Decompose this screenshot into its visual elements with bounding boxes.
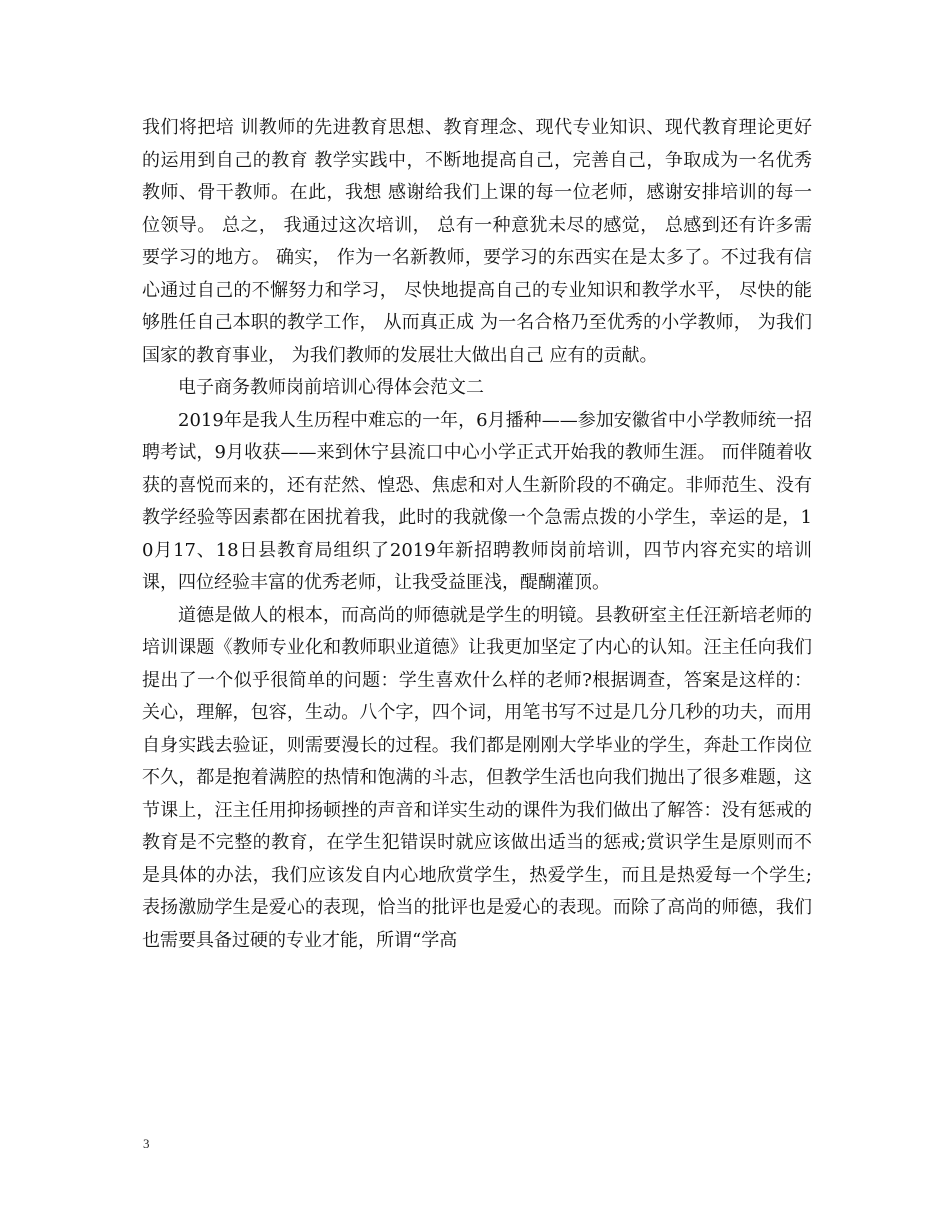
- paragraph-ethics: 道德是做人的根本，而高尚的师德就是学生的明镜。县教研室主任汪新培老师的培训课题《教师专业化和教师职业道德》让我更加坚定了内心的认知。汪主任向我们提出了一个似乎很简单的问题：学生喜欢什么样的老师?根据调查，答案是这样的：关心，理解，包容，生动。八个字，四个词，用笔书写不过是几分几秒的功夫，而用自身实践去验证，则需要漫长的过程。我们都是刚刚大学毕业的学生，奔赴工作岗位不久，都是抱着满腔的热情和饱满的斗志，但教学生活也向我们抛出了很多难题，这节课上，汪主任用抑扬顿挫的声音和详实生动的课件为我们做出了解答：没有惩戒的教育是不完整的教育，在学生犯错误时就应该做出适当的惩戒;赏识学生是原则而不是具体的办法，我们应该发自内心地欣赏学生，热爱学生，而且是热爱每一个学生;表扬激励学生是爱心的表现，恰当的批评也是爱心的表现。而除了高尚的师德，我们也需要具备过硬的专业才能，所谓“学高: [142, 604, 812, 951]
- section-heading: 电子商务教师岗前培训心得体会范文二: [178, 377, 484, 398]
- page-number: 3: [143, 1136, 150, 1151]
- document-body: [142, 112, 812, 957]
- paragraph-closing: 我们将把培 训教师的先进教育思想、教育理念、现代专业知识、现代教育理论更好的运用到自己的教育 教学实践中，不断地提高自己，完善自己，争取成为一名优秀教师、骨干教师。在此，我想 感谢给我们上课的每一位老师，感谢安排培训的每一位领导。 总之， 我通过这次培训， 总有一种意犹未尽的感觉， 总感到还有许多需要学习的地方。 确实， 作为一名新教师，要学习的东西实在是太多了。不过我有信心通过自己的不懈努力和学习， 尽快地提高自己的专业知识和教学水平， 尽快的能够胜任自己本职的教学工作， 从而真正成 为一名合格乃至优秀的小学教师， 为我们国家的教育事业， 为我们教师的发展壮大做出自己 应有的贡献。: [142, 117, 812, 366]
- paragraph-intro: 2019年是我人生历程中难忘的一年，6月播种——参加安徽省中小学教师统一招聘考试，9月收获——来到休宁县流口中心小学正式开始我的教师生涯。 而伴随着收获的喜悦而来的，还有茫然、惶恐、焦虑和对人生新阶段的不确定。非师范生、没有教学经验等因素都在困扰着我，此时的我就像一个急需点拨的小学生，幸运的是，10月17、18日县教育局组织了2019年新招聘教师岗前培训，四节内容充实的培训课，四位经验丰富的优秀老师，让我受益匪浅，醍醐灌顶。: [142, 409, 812, 593]
